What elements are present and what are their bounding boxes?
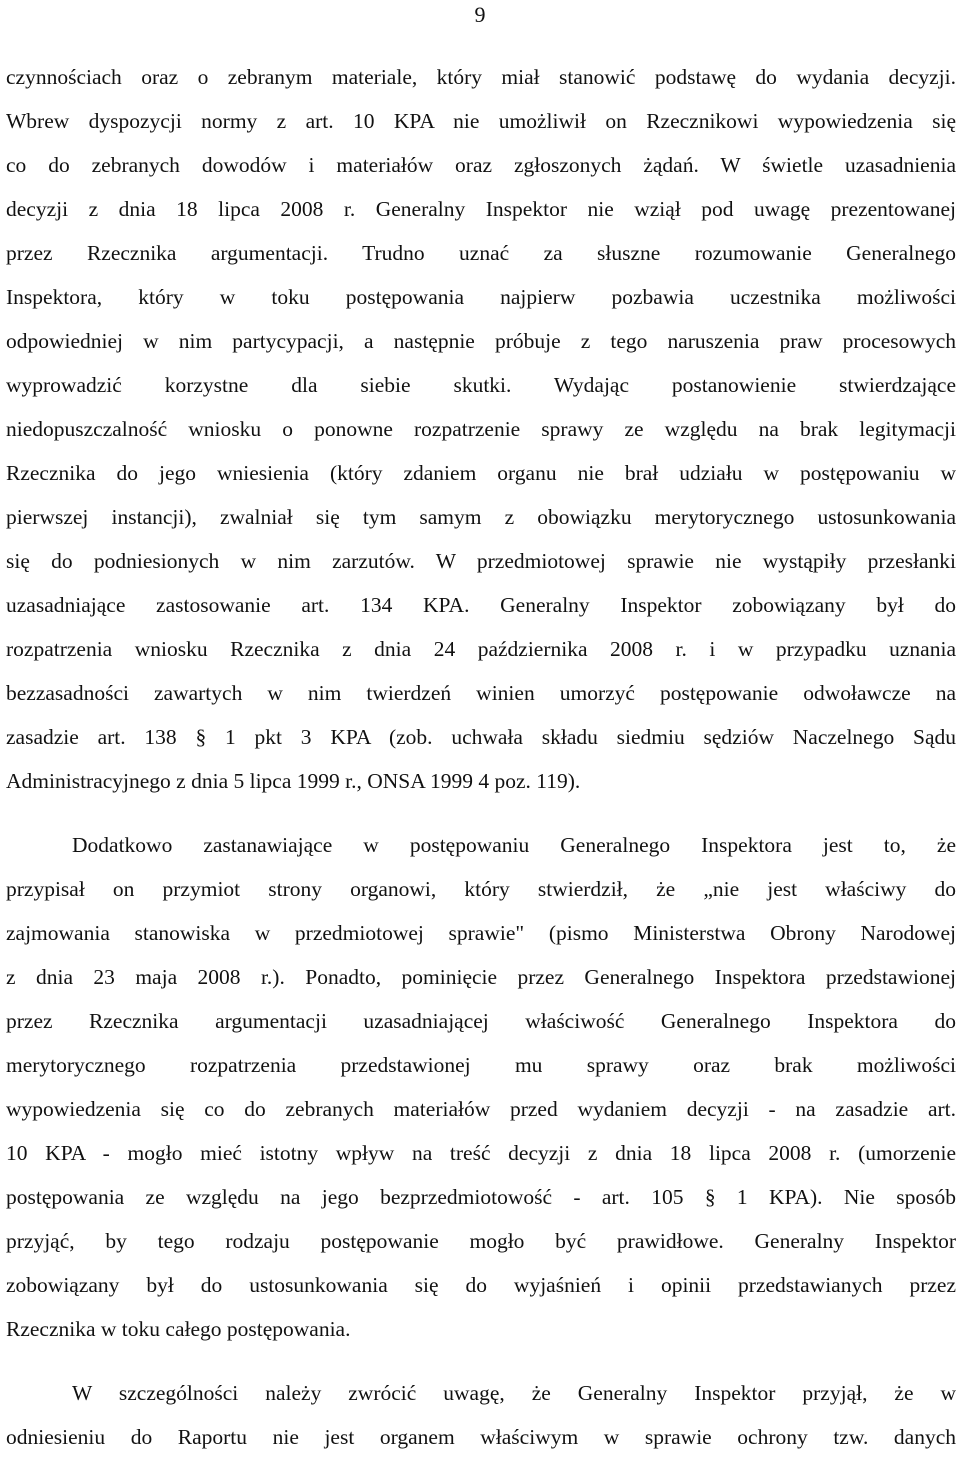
text-line: 10 KPA - mogło mieć istotny wpływ na treść decyzji z dnia 18 lipca 2008 r. (umorzenie: [6, 1141, 956, 1165]
text-line: odpowiedniej w nim partycypacji, a następnie próbuje z tego naruszenia praw procesowych: [6, 329, 956, 353]
text-line: niedopuszczalność wniosku o ponowne rozpatrzenie sprawy ze względu na brak legitymacji: [6, 417, 956, 441]
text-line: Inspektora, który w toku postępowania najpierw pozbawia uczestnika możliwości: [6, 285, 956, 309]
text-line: przypisał on przymiot strony organowi, który stwierdził, że „nie jest właściwy do: [6, 877, 956, 901]
text-line: wyprowadzić korzystne dla siebie skutki. Wydając postanowienie stwierdzające: [6, 373, 956, 397]
page-number: 9: [474, 2, 486, 27]
text-line: zasadzie art. 138 § 1 pkt 3 KPA (zob. uchwała składu siedmiu sędziów Naczelnego Sądu: [6, 725, 956, 749]
text-line: decyzji z dnia 18 lipca 2008 r. Generalny Inspektor nie wziął pod uwagę prezentowanej: [6, 197, 956, 221]
text-line: bezzasadności zawartych w nim twierdzeń winien umorzyć postępowanie odwoławcze na: [6, 681, 956, 705]
text-line: merytorycznego rozpatrzenia przedstawionej mu sprawy oraz brak możliwości: [6, 1053, 956, 1077]
text-line: Rzecznika do jego wniesienia (który zdaniem organu nie brał udziału w postępowaniu w: [6, 461, 956, 485]
text-line: Wbrew dyspozycji normy z art. 10 KPA nie umożliwił on Rzecznikowi wypowiedzenia się: [6, 109, 956, 133]
text-line: postępowania ze względu na jego bezprzedmiotowość - art. 105 § 1 KPA). Nie sposób: [6, 1185, 956, 1209]
text-line: Rzecznika w toku całego postępowania.: [6, 1317, 351, 1341]
text-line: z dnia 23 maja 2008 r.). Ponadto, pominięcie przez Generalnego Inspektora przedstawionej: [6, 965, 956, 989]
text-line: uzasadniające zastosowanie art. 134 KPA. Generalny Inspektor zobowiązany był do: [6, 593, 956, 617]
paragraph-2: [6, 823, 956, 1351]
text-line: pierwszej instancji), zwalniał się tym samym z obowiązku merytorycznego ustosunkowania: [6, 505, 956, 529]
text-line: rozpatrzenia wniosku Rzecznika z dnia 24 października 2008 r. i w przypadku uznania: [6, 637, 956, 661]
text-line: odniesieniu do Raportu nie jest organem właściwym w sprawie ochrony tzw. danych: [6, 1425, 956, 1449]
text-line: się do podniesionych w nim zarzutów. W przedmiotowej sprawie nie wystąpiły przesłanki: [6, 549, 956, 573]
paragraph-1: [6, 55, 956, 803]
text-line: Dodatkowo zastanawiające w postępowaniu Generalnego Inspektora jest to, że: [72, 833, 956, 857]
document-body: [6, 55, 956, 1459]
text-line: zobowiązany był do ustosunkowania się do wyjaśnień i opinii przedstawianych przez: [6, 1273, 956, 1297]
text-line: wypowiedzenia się co do zebranych materiałów przed wydaniem decyzji - na zasadzie art.: [6, 1097, 956, 1121]
text-line: przyjąć, by tego rodzaju postępowanie mogło być prawidłowe. Generalny Inspektor: [6, 1229, 956, 1253]
text-line: przez Rzecznika argumentacji uzasadniającej właściwość Generalnego Inspektora do: [6, 1009, 956, 1033]
text-line: co do zebranych dowodów i materiałów oraz zgłoszonych żądań. W świetle uzasadnienia: [6, 153, 956, 177]
text-line: Administracyjnego z dnia 5 lipca 1999 r., ONSA 1999 4 poz. 119).: [6, 769, 581, 793]
text-line: przez Rzecznika argumentacji. Trudno uznać za słuszne rozumowanie Generalnego: [6, 241, 956, 265]
paragraph-3: [6, 1371, 956, 1459]
text-line: czynnościach oraz o zebranym materiale, który miał stanowić podstawę do wydania decyzji.: [6, 65, 956, 89]
text-line: zajmowania stanowiska w przedmiotowej sprawie" (pismo Ministerstwa Obrony Narodowej: [6, 921, 956, 945]
text-line: W szczególności należy zwrócić uwagę, że Generalny Inspektor przyjął, że w: [72, 1381, 956, 1405]
